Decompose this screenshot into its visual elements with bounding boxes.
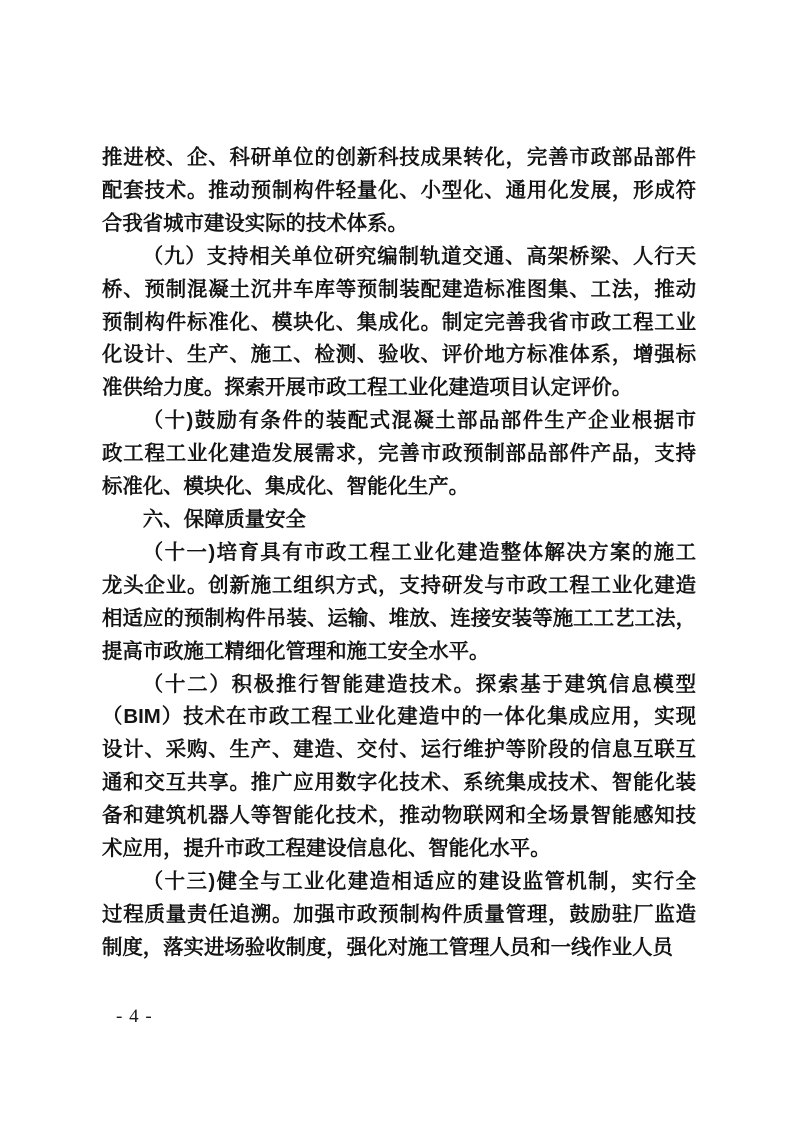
text-line: 桥、预制混凝土沉井车库等预制装配建造标准图集、工法，推动: [102, 278, 696, 301]
text-line: 配套技术。推动预制构件轻量化、小型化、通用化发展，形成符: [102, 179, 696, 202]
text-line: 术应用，提升市政工程建设信息化、智能化水平。: [102, 838, 551, 861]
paragraph-continuation-paragraph: [102, 142, 696, 241]
text-line: 备和建筑机器人等智能化技术，推动物联网和全场景智能感知技: [102, 805, 696, 828]
paragraph-item-10: [102, 405, 696, 504]
text-line: 过程质量责任追溯。加强市政预制构件质量管理，鼓励驻厂监造: [102, 903, 696, 926]
text-line: 六、保障质量安全: [142, 508, 306, 531]
text-line: 准供给力度。探索开展市政工程工业化建造项目认定评价。: [102, 377, 633, 400]
paragraph-item-13: [102, 866, 696, 965]
text-line: （九）支持相关单位研究编制轨道交通、高架桥梁、人行天: [142, 245, 696, 268]
document-body: [102, 142, 696, 965]
text-line: （十二）积极推行智能建造技术。探索基于建筑信息模型: [142, 673, 696, 696]
text-line: 化设计、生产、施工、检测、验收、评价地方标准体系，增强标: [102, 344, 696, 367]
text-line: 通和交互共享。推广应用数字化技术、系统集成技术、智能化装: [102, 772, 696, 795]
text-line: （十一)培育具有市政工程工业化建造整体解决方案的施工: [142, 541, 696, 564]
text-line: 相适应的预制构件吊装、运输、堆放、连接安装等施工工艺工法，: [102, 607, 696, 630]
text-line: （BIM）技术在市政工程工业化建造中的一体化集成应用，实现: [102, 706, 696, 729]
text-line: 提高市政施工精细化管理和施工安全水平。: [102, 640, 490, 663]
text-line: 设计、采购、生产、建造、交付、运行维护等阶段的信息互联互: [102, 739, 696, 762]
page-number: - 4 -: [116, 1006, 153, 1027]
text-line: 合我省城市建设实际的技术体系。: [102, 212, 408, 235]
text-line: 推进校、企、科研单位的创新科技成果转化，完善市政部品部件: [102, 147, 696, 169]
paragraph-item-12: [102, 669, 696, 866]
text-line: 制度，落实进场验收制度，强化对施工管理人员和一线作业人员: [102, 936, 673, 959]
text-line: 政工程工业化建造发展需求，完善市政预制部品部件产品，支持: [102, 443, 696, 466]
paragraph-item-9: [102, 241, 696, 406]
text-line: 龙头企业。创新施工组织方式，支持研发与市政工程工业化建造: [102, 574, 696, 597]
text-line: 标准化、模块化、集成化、智能化生产。: [102, 476, 470, 499]
text-line: （十)鼓励有条件的装配式混凝土部品部件生产企业根据市: [142, 410, 696, 433]
text-line: （十三)健全与工业化建造相适应的建设监管机制，实行全: [142, 870, 696, 893]
text-line: 预制构件标准化、模块化、集成化。制定完善我省市政工程工业: [102, 311, 696, 334]
paragraph-item-11: [102, 537, 696, 669]
paragraph-section-6-heading: [102, 504, 696, 537]
